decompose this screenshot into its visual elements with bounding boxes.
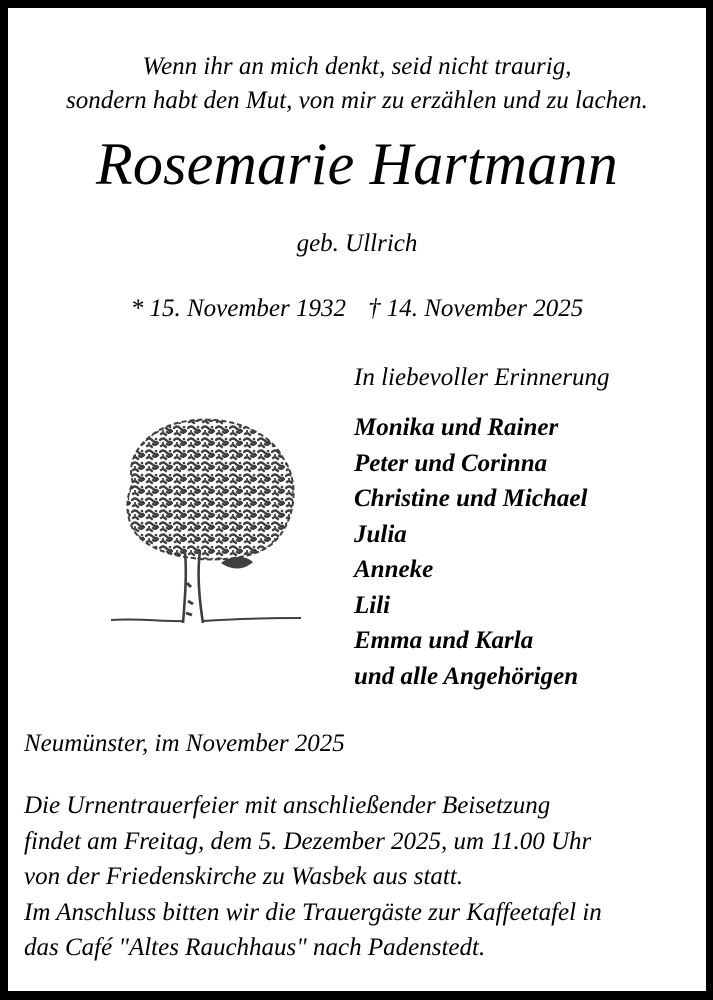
- mourner-name: Emma und Karla: [354, 627, 534, 654]
- mourners-list: [354, 410, 587, 694]
- funeral-info-line: das Café "Altes Rauchhaus" nach Padenstedt.: [24, 934, 486, 961]
- mourner-name: Lili: [354, 591, 391, 619]
- mourner-name: Peter und Corinna: [354, 449, 548, 477]
- mourner-name: Christine und Michael: [354, 485, 588, 512]
- mourner-name: Anneke: [354, 556, 434, 583]
- quote-line-1: Wenn ihr an mich denkt, seid nicht traurig,: [142, 53, 572, 80]
- maiden-name: geb. Ullrich: [296, 230, 418, 257]
- mourner-name: und alle Angehörigen: [354, 662, 579, 690]
- place-date: Neumünster, im November 2025: [24, 730, 345, 757]
- funeral-info-line: Die Urnentrauerfeier mit anschließender Beisetzung: [24, 792, 551, 819]
- obituary-notice: [8, 8, 706, 991]
- funeral-info: [24, 788, 602, 966]
- memory-heading: In liebevoller Erinnerung: [354, 364, 610, 391]
- tree-with-falling-leaf-icon: [103, 413, 303, 628]
- death-date: † 14. November 2025: [368, 295, 584, 322]
- quote-line-2: sondern habt den Mut, von mir zu erzählen und zu lachen.: [66, 87, 648, 114]
- funeral-info-line: von der Friedenskirche zu Wasbek aus statt.: [24, 863, 464, 890]
- mourner-name: Monika und Rainer: [354, 414, 559, 441]
- funeral-info-line: findet am Freitag, dem 5. Dezember 2025, um 11.00 Uhr: [24, 827, 592, 855]
- deceased-name: Rosemarie Hartmann: [96, 131, 618, 197]
- funeral-info-line: Im Anschluss bitten wir die Trauergäste zur Kaffeetafel in: [24, 898, 602, 926]
- birth-date: * 15. November 1932: [130, 295, 346, 322]
- life-dates: [8, 295, 706, 323]
- mourner-name: Julia: [354, 520, 407, 548]
